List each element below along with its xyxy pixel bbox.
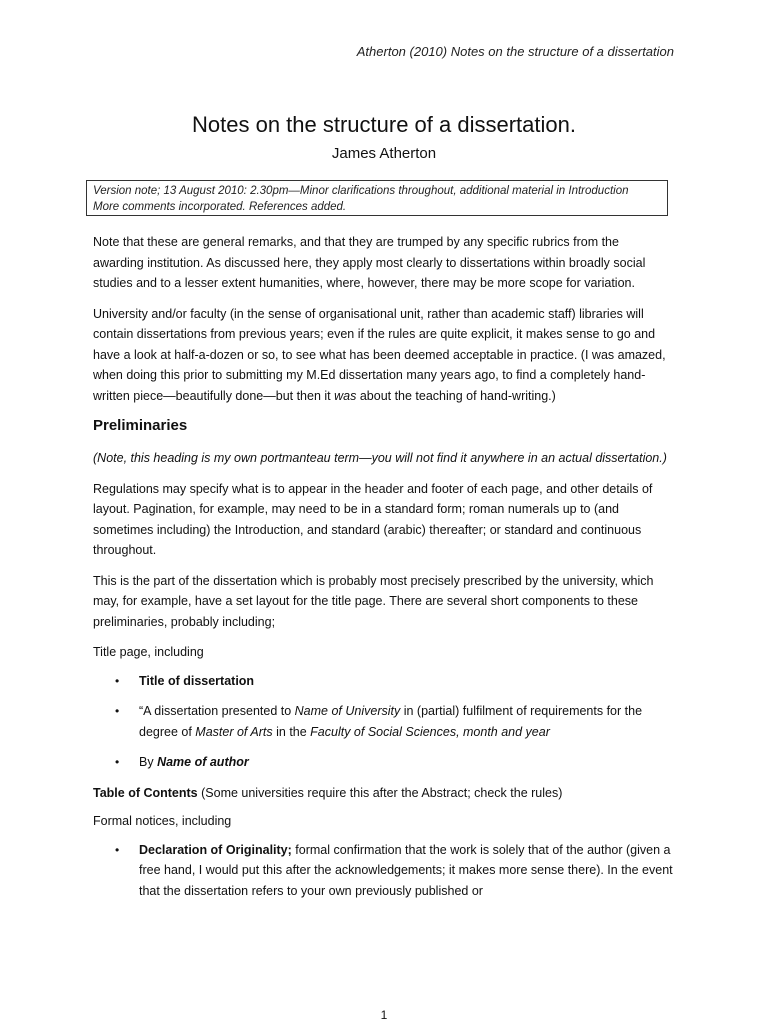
intro-paragraph-2-emphasis: was	[334, 388, 357, 403]
title-page-label: Title page, including	[93, 645, 204, 659]
formal-notices-label: Formal notices, including	[93, 814, 232, 828]
list-item-emphasis: Name of University	[294, 704, 401, 718]
version-note-box	[86, 180, 668, 216]
list-item-emphasis: Faculty of Social Sciences, month and year	[310, 724, 550, 739]
table-of-contents-note	[93, 783, 673, 804]
table-of-contents-label: Table of Contents	[93, 785, 198, 800]
document-title: Notes on the structure of a dissertation.	[192, 112, 576, 137]
list-item-text: Title of dissertation	[139, 673, 255, 688]
bullet-icon: •	[115, 755, 120, 769]
intro-paragraph-2	[93, 304, 673, 407]
page-number: 1	[380, 1008, 388, 1022]
list-item-emphasis: Name of author	[157, 755, 249, 769]
preliminaries-note: (Note, this heading is my own portmanteau term—you will not find it anywhere in an actual dissertation.)	[93, 451, 667, 465]
list-item	[93, 671, 673, 692]
version-note-line-2: More comments incorporated. References added.	[93, 201, 347, 213]
table-of-contents-text: (Some universities require this after the Abstract; check the rules)	[197, 785, 563, 800]
list-item-text: in the	[272, 724, 311, 739]
bullet-icon: •	[115, 673, 120, 688]
list-item-text: “A dissertation presented to	[139, 704, 295, 718]
list-item-emphasis: Master of Arts	[195, 724, 273, 739]
version-note-line-1: Version note; 13 August 2010: 2.30pm—Minor clarifications throughout, additional material in Introduction	[93, 185, 629, 197]
list-item-label: Declaration of Originality;	[139, 842, 292, 857]
list-item-text: formal confirmation that the work is solely that of the author (given a free hand, I would put this after the acknowledgements; it makes more sense there). In the event that the dissertation refers to your own previously published or	[139, 842, 673, 898]
formal-notices-list	[93, 840, 673, 902]
bullet-icon: •	[115, 842, 120, 857]
title-page-list	[93, 671, 673, 773]
list-item	[93, 752, 673, 773]
list-item-text: By	[139, 755, 158, 769]
list-item-text: in (partial) fulfilment of requirements for the degree of	[139, 704, 643, 739]
intro-paragraph-2-text-b: about the teaching of hand-writing.)	[356, 388, 556, 403]
document-author: James Atherton	[331, 145, 437, 162]
intro-paragraph-1: Note that these are general remarks, and that they are trumped by any specific rubrics from the awarding institution. As discussed here, they apply most clearly to dissertations within broadly social studies and to a lesser extent humanities, where, however, there may be more scope for variation.	[93, 235, 646, 290]
document-body	[93, 232, 673, 911]
section-heading-preliminaries: Preliminaries	[93, 417, 188, 434]
preliminaries-paragraph-2: This is the part of the dissertation which is probably most precisely prescribed by the university, which may, for example, have a set layout for the title page. There are several short components to these preliminaries, probably including;	[93, 573, 654, 629]
intro-paragraph-2-text-a: University and/or faculty (in the sense of organisational unit, rather than academic staff) libraries will contain dissertations from previous years; even if the rules are quite explicit, it makes sense to go and have a look at half-a-dozen or so, to see what has been deemed acceptable in practice. (I was amazed, when doing this prior to submitting my M.Ed dissertation many years ago, to find a completely hand-written piece—beautifully done—but then it	[93, 306, 666, 403]
preliminaries-paragraph-1: Regulations may specify what is to appear in the header and footer of each page, and other details of layout. Pagination, for example, may need to be in a standard form; roman numerals up to (and sometimes including) the Introduction, and standard (arabic) thereafter; or standard and continuous throughout.	[93, 481, 653, 557]
bullet-icon: •	[115, 704, 120, 718]
list-item	[93, 840, 673, 902]
list-item	[93, 701, 673, 742]
running-header: Atherton (2010) Notes on the structure of a dissertation	[356, 44, 674, 59]
